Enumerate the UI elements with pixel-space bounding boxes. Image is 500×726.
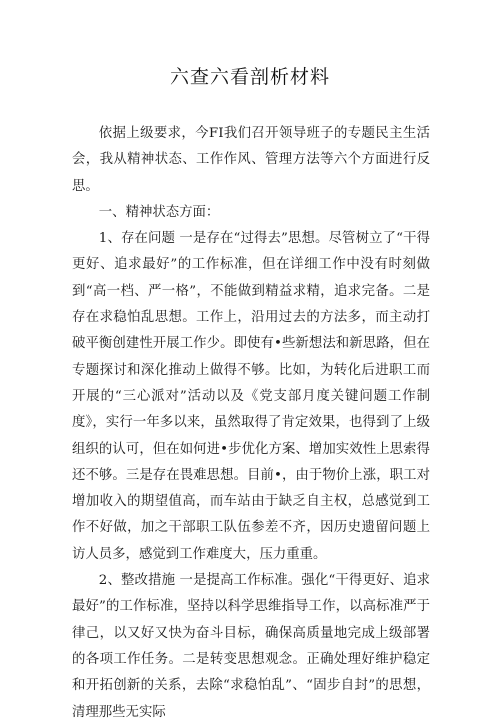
section-heading-spirit: 一、精神状态方面： (98, 204, 220, 220)
document-body (72, 121, 430, 726)
paragraph-intro: 依据上级要求，今FI我们召开领导班子的专题民主生活会，我从精神状态、工作作风、管理方法等六个方面进行反思。 (72, 126, 430, 194)
document-title: 六查六看剖析材料 (169, 66, 330, 88)
paragraph-problems: 1、存在问题 一是存在“过得去”思想。尽管树立了“干得更好、追求最好”的工作标准，但在详细工作中没有时刻做到“高一档、严一格”，不能做到精益求精，追求完备。二是存在求稳怕乱思想。工作上，沿用过去的方法多，而主动打破平衡创建性开展工作少。即使有•些新想法和新思路，但在专题探讨和深化推动上做得不够。比如，为转化后进职工而开展的“三心派对”活动以及《党支部月度关键问题工作制度》，实行一年多以来，虽然取得了肯定效果，也得到了上级组织的认可，但在如何进•步优化方案、增加实效性上思索得还不够。三是存在畏难思想。目前•，由于物价上涨，职工对增加收入的期望值高，而车站由于缺乏自主权，总感觉到工作不好做，加之干部职工队伍参差不齐，因历史遗留问题上访人员多，感觉到工作难度大，压力重重。 (72, 231, 430, 562)
paragraph-measures: 2、整改措施 一是提高工作标准。强化“干得更好、追求最好”的工作标准，坚持以科学思维指导工作，以高标准严于律己，以又好又快为奋斗目标，确保高质量地完成上级部署的各项工作任务。二是转变思想观念。正确处理好维护稳定和开拓创新的关系，去除“求稳怕乱”、“固步自封”的思想，清理那些无实际 (72, 573, 430, 720)
